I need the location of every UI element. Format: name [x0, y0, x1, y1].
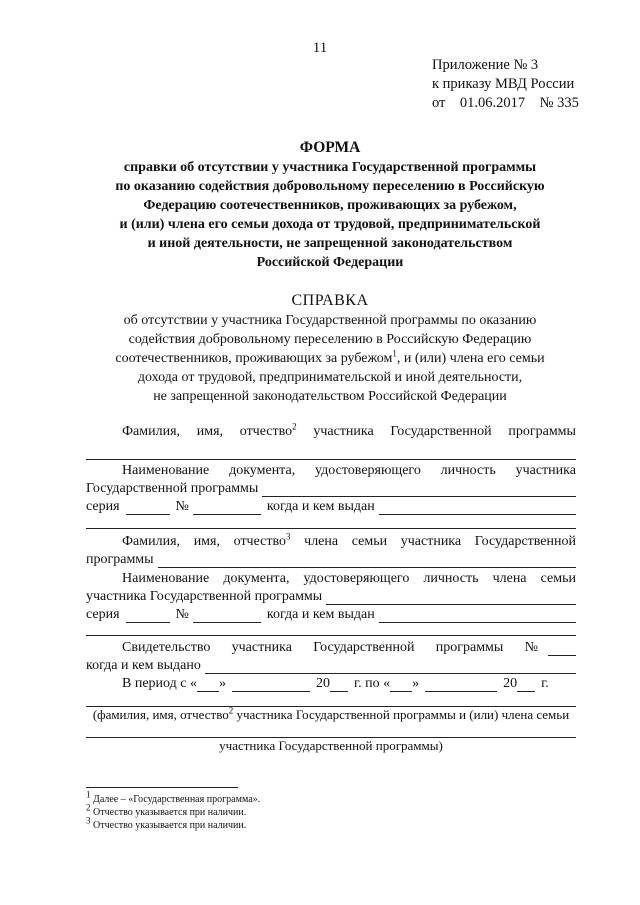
certificate-subtitle-line [60, 349, 600, 368]
participant-fio-label [86, 421, 576, 440]
year-prefix: 20 [315, 676, 330, 691]
word: участника [400, 534, 462, 549]
form-subtitle-line: справки об отсутствии у участника Государственной программы [123, 160, 537, 175]
certificate-subtitle [60, 311, 600, 406]
appendix-line: Приложение № 3 [432, 57, 539, 73]
subtitle-text: соотечественников, проживающих за рубежом [115, 351, 393, 366]
word: Фамилия, [122, 534, 181, 549]
field-label: программы [86, 552, 154, 567]
period-to-label: г. по « [353, 676, 391, 691]
form-subtitle-line: и иной деятельности, не запрещенной законодательством [147, 236, 513, 251]
participant-doc-field[interactable] [262, 483, 576, 497]
word: личность [423, 571, 479, 586]
appendix-order: к приказу МВД России [432, 76, 575, 92]
certificate-number-field[interactable] [548, 642, 576, 656]
word: Фамилия, [122, 424, 181, 439]
appendix-from: от [432, 95, 446, 111]
year-prefix: 20 [503, 676, 518, 691]
footnote: $^3$ Отчество указывается при наличии. [86, 815, 247, 831]
quote: » [412, 676, 420, 691]
participant-number-field[interactable] [193, 501, 261, 515]
word: имя, [196, 424, 224, 439]
word: семьи [351, 534, 388, 549]
certificate-subtitle-line: не запрещенной законодательством Российской Федерации [153, 389, 507, 404]
period-month-from[interactable] [232, 678, 310, 692]
form-subtitle [60, 158, 600, 272]
member-series-field[interactable] [126, 609, 170, 623]
certificate-issued-field[interactable] [205, 660, 576, 674]
member-fio-row [86, 552, 576, 568]
person-caption-2: участника Государственной программы) [219, 738, 443, 753]
member-issued-field-2[interactable] [86, 635, 576, 636]
word: Государственной [474, 534, 576, 549]
word: документа, [229, 463, 296, 478]
quote: » [218, 676, 226, 691]
series-label: серия [86, 607, 120, 622]
period-year-to[interactable] [517, 678, 535, 692]
appendix-date: 01.06.2017 [459, 95, 526, 111]
member-doc-field[interactable] [326, 591, 576, 605]
participant-series-field[interactable] [126, 501, 170, 515]
number-label: № [175, 499, 189, 514]
word: отчество$^2$ [239, 421, 297, 439]
form-title: ФОРМА [299, 139, 361, 156]
member-fio-label [86, 531, 576, 550]
footnote-divider [86, 787, 238, 788]
member-doc-row [86, 589, 576, 605]
form-subtitle-line: по оказанию содействия добровольному переселению в Российскую [115, 179, 545, 194]
footnote: $^2$ Отчество указывается при наличии. [86, 802, 247, 818]
certificate-issued-row [86, 658, 576, 674]
participant-series-row [86, 499, 576, 515]
form-subtitle-line: Федерацию соотечественников, проживающих за рубежом, [143, 198, 517, 213]
period-day-to[interactable] [390, 678, 412, 692]
year-suffix: г. [541, 676, 549, 691]
member-number-field[interactable] [193, 609, 261, 623]
period-label: В период с « [122, 676, 197, 691]
period-month-to[interactable] [425, 678, 497, 692]
member-series-row [86, 607, 576, 623]
certificate-label [122, 640, 548, 656]
word: Наименование [122, 571, 210, 586]
word: участника [231, 640, 292, 655]
word: программы [435, 640, 504, 655]
word: удостоверяющего [303, 571, 410, 586]
participant-fio-field[interactable] [86, 459, 576, 460]
word: программы [508, 424, 576, 439]
period-year-from[interactable] [330, 678, 348, 692]
word: Государственной [390, 424, 492, 439]
word: участника [515, 463, 576, 478]
member-fio-field[interactable] [158, 554, 576, 568]
subtitle-text: , и (или) члена его семьи [396, 351, 545, 366]
footnote-ref: 2 [228, 705, 234, 716]
certificate-title: СПРАВКА [291, 292, 369, 309]
period-day-from[interactable] [197, 678, 219, 692]
field-label: Государственной программы [86, 481, 259, 496]
number-label: № [175, 607, 189, 622]
participant-doc-label [86, 463, 576, 479]
word: удостоверяющего [315, 463, 421, 478]
form-subtitle-line: Российской Федерации [256, 255, 404, 270]
member-doc-label [86, 571, 576, 587]
footnote-ref: 3 [286, 531, 291, 542]
word: Государственной [313, 640, 415, 655]
word: № [524, 640, 538, 655]
word: семьи [540, 571, 576, 586]
word: документа, [223, 571, 290, 586]
word: отчество$^3$ [233, 531, 291, 549]
member-issued-field[interactable] [379, 609, 576, 623]
series-label: серия [86, 499, 120, 514]
field-label: участника Государственной программы [86, 589, 323, 604]
word: личность [440, 463, 496, 478]
page-number: 11 [312, 40, 328, 56]
appendix-header [432, 56, 579, 113]
certificate-subtitle-line: содействия добровольному переселению в Российскую Федерацию [128, 332, 532, 347]
person-caption: (фамилия, имя, отчество$^2$ участника Государственной программы и (или) члена семьи [92, 705, 570, 722]
participant-issued-field-2[interactable] [86, 528, 576, 529]
form-subtitle-line: и (или) члена его семьи дохода от трудовой, предпринимательской [119, 217, 541, 232]
issued-label: когда и кем выдано [86, 658, 201, 673]
participant-issued-field[interactable] [379, 501, 576, 515]
word: Наименование [122, 463, 210, 478]
issued-label: когда и кем выдан [266, 499, 375, 514]
certificate-subtitle-line: дохода от трудовой, предпринимательской и иной деятельности, [137, 370, 523, 385]
word: Свидетельство [122, 640, 211, 655]
certificate-row [86, 640, 576, 656]
participant-doc-row [86, 481, 576, 497]
word: члена [304, 534, 339, 549]
footnote-ref: 2 [292, 421, 297, 432]
footnote: $^1$ Далее – «Государственная программа». [86, 789, 261, 805]
appendix-number: № 335 [539, 95, 579, 111]
footnote-ref: 1 [392, 348, 397, 359]
word: члена [492, 571, 527, 586]
period-row [86, 676, 576, 692]
appendix-date-line [432, 94, 579, 113]
word: имя, [193, 534, 220, 549]
issued-label: когда и кем выдан [266, 607, 375, 622]
certificate-subtitle-line: об отсутствии у участника Государственной программы по оказанию [123, 313, 537, 328]
word: участника [313, 424, 374, 439]
